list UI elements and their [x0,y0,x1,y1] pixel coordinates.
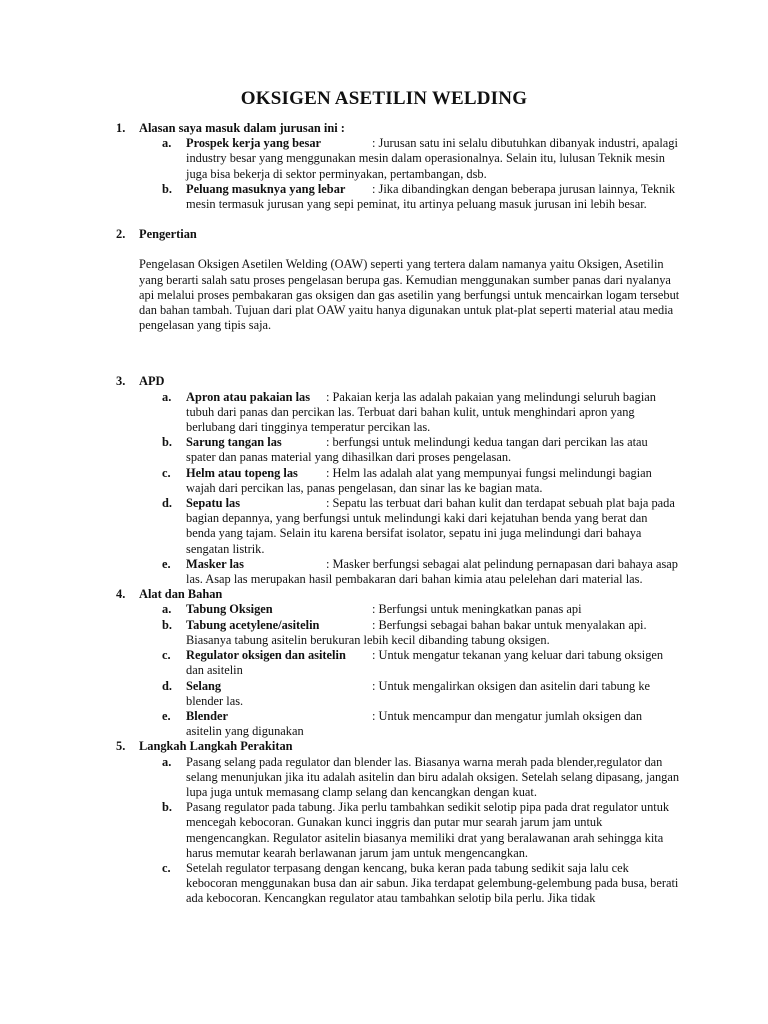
list-item [139,679,680,709]
item-letter: e. [162,556,171,571]
item-label: Selang [186,678,222,693]
item-text: : Untuk mengalirkan oksigen dan asitelin dari tabung ke blender las. [186,678,651,708]
list-item [139,435,680,465]
item-label: Prospek kerja yang besar [186,136,322,151]
item-text: : Masker berfungsi sebagai alat pelindung pernapasan dari bahaya asap las. Asap las merupakan hasil pembakaran dari bahan kimia atau pelelehan dari material las. [186,556,678,587]
document-body [0,121,768,907]
item-letter: b. [162,617,172,632]
item-text: : berfungsi untuk melindungi kedua tangan dari percikan las atau spater dan panas material yang dihasilkan dari proses pengelasan. [186,435,648,465]
list-item [139,755,680,801]
section-heading: Alasan saya masuk dalam jurusan ini : [139,121,345,135]
item-letter: a. [162,389,172,404]
list-item [139,709,680,739]
list-item [139,648,680,678]
item-letter: b. [162,181,172,196]
item-text: : Jika dibandingkan dengan beberapa jurusan lainnya, Teknik mesin termasuk jurusan yang sepi peminat, itu artinya peluang masuk jurusan ini lebih besar. [186,181,676,212]
item-text: : Jurusan satu ini selalu dibutuhkan dibanyak industri, apalagi industry besar yang menggunakan mesin dalam operasionalnya. Selain itu, lulusan Teknik mesin juga bisa bekerja di sektor perminyakan, pertambangan, dsb. [186,136,678,181]
item-letter: d. [162,678,172,693]
item-letter: c. [162,860,171,875]
item-letter: c. [162,648,171,663]
section-number: 1. [116,121,126,135]
item-label: Peluang masuknya yang lebar [186,181,346,196]
item-list [139,390,768,588]
item-label: Masker las [186,556,244,571]
section-heading: Alat dan Bahan [139,587,223,602]
section-number: 5. [116,739,126,754]
section-number: 4. [116,587,126,602]
list-item [139,618,680,648]
section-reasons [0,121,768,212]
item-label: Tabung Oksigen [186,602,273,617]
item-label: Sarung tangan las [186,435,282,450]
list-item [139,466,680,496]
item-letter: e. [162,708,171,723]
item-text: : Helm las adalah alat yang mempunyai fungsi melindungi bagian wajah dari percikan las, panas pengelasan, dan sinar las ke bagian mata. [186,465,652,495]
list-item [139,800,680,861]
list-item [139,861,680,907]
item-text: : Sepatu las terbuat dari bahan kulit dan terdapat sebuah plat baja pada bagian depannya, yang berfungsi untuk melindungi kaki dari kejatuhan benda yang berat dan benda yang tajam. Selain itu karena bersifat isolator, sepatu ini juga melindungi dari bahaya sengatan listrik. [186,496,675,556]
item-text: Pasang selang pada regulator dan blender las. Biasanya warna merah pada blender,regulator dan selang menunjukan jika itu adalah asitelin dan biru adalah oksigen. Setelah selang dipasang, jangan lupa juga untuk memasang clamp selang dan kencangkan dengan kuat. [186,754,680,799]
item-label: Apron atau pakaian las [186,389,311,404]
item-letter: c. [162,465,171,480]
section-tools [0,587,768,739]
item-text: : Pakaian kerja las adalah pakaian yang melindungi seluruh bagian tubuh dari panas dan percikan las. Terbuat dari bahan kulit, untuk menghindari apron yang berlubang dari tingginya temperatur percikan las. [186,389,656,435]
item-label: Helm atau topeng las [186,465,298,480]
item-label: Sepatu las [186,496,241,511]
item-text: Setelah regulator terpasang dengan kencang, buka keran pada tabung sedikit saja lalu cek kebocoran menggunakan busa dan air sabun. Jika terdapat gelembung-gelembung pada busa, berati ada kebocoran. Kencangkan regulator atau tambahkan selotip bila perlu. Jika tidak [186,860,679,906]
list-item [139,136,680,182]
section-assembly-steps [0,739,768,906]
item-text: : Untuk mengatur tekanan yang keluar dari tabung oksigen dan asitelin [186,648,664,678]
list-item [139,390,680,436]
item-text: : Berfungsi sebagai bahan bakar untuk menyalakan api. Biasanya tabung asitelin berukuran lebih kecil dibanding tabung oksigen. [186,617,647,647]
section-heading: Pengertian [139,227,197,242]
item-letter: b. [162,435,172,450]
item-letter: a. [162,754,172,769]
definition-paragraph: Pengelasan Oksigen Asetilen Welding (OAW) seperti yang tertera dalam namanya yaitu Oksigen, Asetilin yang berarti salah satu proses pengelasan berupa gas. Kemudian menggunakan sumber panas dari nyalanya api melalui proses pembakaran gas oksigen dan gas asetilin yang berfungsi untuk mencairkan logam tersebut dan bahan tambah. Tujuan dari plat OAW yaitu hanya digunakan untuk plat-plat seperti material atau media pengelasan yang tipis saja. [139,257,680,333]
section-definition [0,227,768,333]
item-letter: b. [162,800,172,815]
item-label: Regulator oksigen dan asitelin [186,648,346,663]
item-text: Pasang regulator pada tabung. Jika perlu tambahkan sedikit selotip pipa pada drat regulator untuk mencegah kebocoran. Gunakan kunci inggris dan putar mur searah jarum jam untuk mengencangkan. Regulator asitelin biasanya memiliki drat yang beralawanan arah sehingga kita harus memutar kearah berlawanan jarum jam untuk mengencangkan. [186,800,670,860]
item-text: : Untuk mencampur dan mengatur jumlah oksigen dan asitelin yang digunakan [186,708,643,739]
section-apd [0,374,768,587]
item-label: Tabung acetylene/asitelin [186,617,320,632]
section-number: 2. [116,227,126,242]
item-text: : Berfungsi untuk meningkatkan panas api [372,602,582,617]
list-item [139,557,680,587]
document-title: OKSIGEN ASETILIN WELDING [240,88,528,109]
item-letter: d. [162,496,172,511]
item-letter: a. [162,136,172,151]
list-item [139,496,680,557]
item-list [139,602,768,739]
item-label: Blender [186,708,228,723]
section-number: 3. [116,374,126,389]
list-item [139,182,680,212]
section-heading: Langkah Langkah Perakitan [139,739,293,754]
list-item [139,602,680,617]
item-list [139,755,768,907]
item-letter: a. [162,602,172,617]
section-heading: APD [139,374,165,389]
item-list [139,136,768,212]
